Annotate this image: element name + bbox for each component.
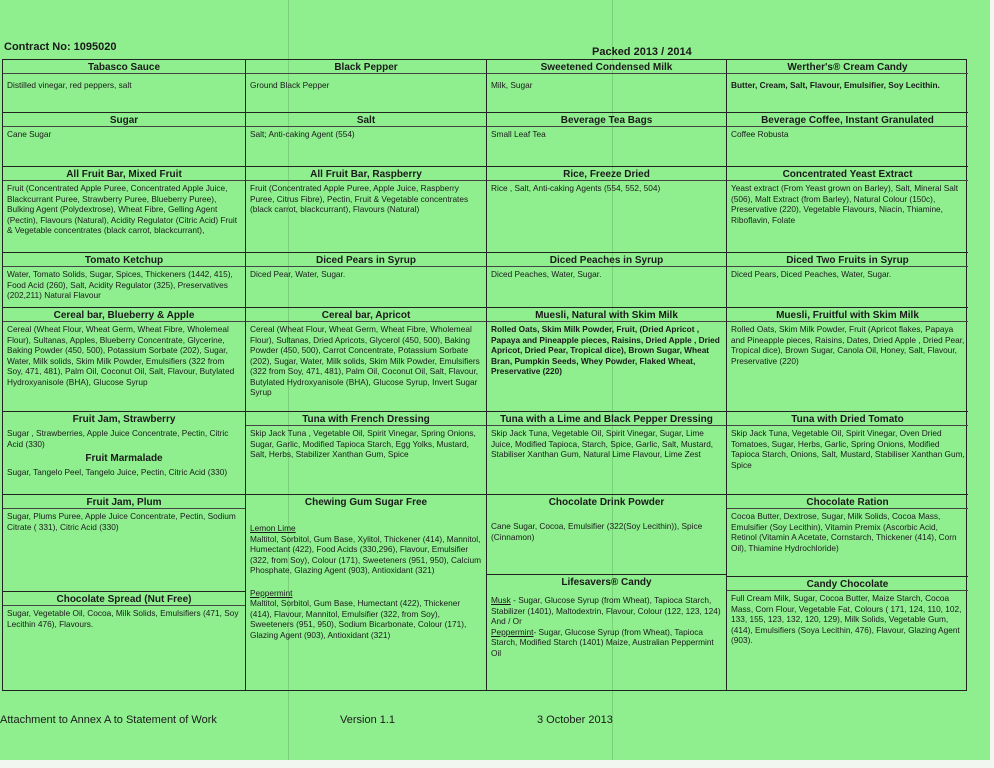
table-cell [487,494,726,574]
table-cell [727,252,968,307]
table-cell [487,411,726,494]
product-title: Chocolate Spread (Nut Free) [3,592,245,606]
table-cell [487,252,726,307]
product-ingredients: Sugar , Strawberries, Apple Juice Concentrate, Pectin, Citric Acid (330) [7,428,229,449]
product-ingredients: Ground Black Pepper [250,80,330,90]
table-cell [3,252,245,307]
product-ingredients: Cereal (Wheat Flour, Wheat Germ, Wheat Fibre, Wholemeal Flour), Sultanas, Dried Apricots, Glycerol (450, 500), Baking Powder (450, 500), Carrot Concentrate, Potassium Sorbate (202), Sugar, Water, Milk solids, Skim Milk Powder, Emulsifiers (322 from Soy, 471, 481), Palm Oil, Coconut Oil, Salt, Flavour, Butylated Hydroxyanisole (BHA), Glucose Syrup, Invert Sugar Syrup [250,324,480,397]
product-ingredients: Yeast extract (From Yeast grown on Barley), Salt, Mineral Salt (506), Malt Extract (from Barley), Natural Colour (150c), Preservative (220), Vegetable Flavours, Niacin, Thiamine, Riboflavin, Folate [731,183,959,225]
product-title: Diced Pears in Syrup [246,253,486,267]
table-cell [727,494,968,576]
product-title: Salt [246,113,486,127]
product-ingredients: Salt; Anti-caking Agent (554) [250,129,355,139]
product-title: Beverage Tea Bags [487,113,726,127]
product-title: Beverage Coffee, Instant Granulated [727,113,968,127]
product-ingredients: Diced Peaches, Water, Sugar. [491,269,602,279]
product-ingredients: Skip Jack Tuna, Vegetable Oil, Spirit Vinegar, Oven Dried Tomatoes, Sugar, Herbs, Garlic, Spring Onions, Modified Tapioca Starch, Onions, Salt, Mustard, Stabiliser Xanthan Gum, Spice [731,428,965,470]
product-title: Candy Chocolate [727,577,968,591]
product-title: Tomato Ketchup [3,253,245,267]
table-cell [246,252,486,307]
variant-label: Musk [491,595,511,605]
product-ingredients: Skip Jack Tuna, Vegetable Oil, Spirit Vinegar, Sugar, Lime Juice, Modified Tapioca, Starch, Spice, Garlic, Salt, Mustard, Stabiliser Xanthan Gum, Natural Lime Flavour, Lime Zest [491,428,714,459]
product-ingredients: Full Cream Milk, Sugar, Cocoa Butter, Maize Starch, Cocoa Mass, Corn Flour, Vegetable Fat, Colours ( 171, 124, 110, 102, 133, 155, 123, 132, 120, 129), Milk Solids, Vegetable Gum, (414), Emulsifiers (Soya Lecithin, 476), Flavour, Glazing Agent (903). [731,593,962,645]
variant-label: Peppermint [250,587,293,598]
table-cell [246,112,486,166]
table-cell [487,112,726,166]
table-cell [246,166,486,252]
product-ingredients: Sugar, Tangelo Peel, Tangelo Juice, Pectin, Citric Acid (330) [7,467,228,477]
footer-attachment: Attachment to Annex A to Statement of Work [0,714,217,726]
product-ingredients: Sugar, Vegetable Oil, Cocoa, Milk Solids, Emulsifiers (471, Soy Lecithin 476), Flavours. [7,608,239,629]
product-title: Sweetened Condensed Milk [487,60,726,74]
ingredients-table [2,59,967,691]
product-ingredients: Rolled Oats, Skim Milk Powder, Fruit, (Dried Apricot , Papaya and Pineapple pieces, Raisins, Dried Apple , Dried Apricot, Dried Pear, Tropical dice), Brown Sugar, Wheat Bran, Pumpkin Seeds, Whey Powder, Flaked Wheat, Preservative (220) [491,324,720,376]
table-cell [246,60,486,112]
table-cell [487,166,726,252]
product-ingredients: Maltitol, Sorbitol, Gum Base, Humectant (422), Thickener (414), Flavour, Mannitol, Emulsifier (322, from Soy), Sweeteners (951, 950), Sodium Bicarbonate, Colour (171), Glazing Agent (903), Antioxidant (321) [250,598,467,640]
footer-date: 3 October 2013 [537,714,613,726]
product-title: Cereal bar, Blueberry & Apple [3,308,245,322]
product-title: Diced Two Fruits in Syrup [727,253,968,267]
product-ingredients: Water, Tomato Solids, Sugar, Spices, Thickeners (1442, 415), Food Acid (260), Salt, Acidity Regulator (325), Preservatives (202,211) Natural Flavour [7,269,233,300]
product-ingredients: Diced Pear, Water, Sugar. [250,269,346,279]
product-ingredients: Rolled Oats, Skim Milk Powder, Fruit (Apricot flakes, Papaya and Pineapple pieces, Raisins, Dates, Dried Apple , Dried Pear, Tropical dice), Brown Sugar, Canola Oil, Honey, Salt, Flavour, Preservative (220) [731,324,965,366]
table-cell [727,307,968,411]
table-cell [727,166,968,252]
product-title: Fruit Marmalade [85,453,163,464]
product-title: Lifesavers® Candy [561,577,652,588]
table-cell [727,576,968,692]
table-cell [246,307,486,411]
table-cell [727,60,968,112]
product-title: Muesli, Natural with Skim Milk [487,308,726,322]
table-cell [487,574,726,692]
product-ingredients: Sugar, Plums Puree, Apple Juice Concentrate, Pectin, Sodium Citrate ( 331), Citric Acid (330) [7,511,236,532]
table-cell [3,591,245,692]
product-ingredients: Fruit (Concentrated Apple Puree, Apple Juice, Raspberry Puree, Citrus Fibre), Pectin, Fruit & Vegetable concentrates (black carrot, blackcurrant), Flavours (Natural) [250,183,469,214]
product-title: Muesli, Fruitful with Skim Milk [727,308,968,322]
table-cell [727,112,968,166]
product-title: Fruit Jam, Strawberry [72,414,176,425]
product-title: Chocolate Drink Powder [548,497,665,508]
product-title: Chocolate Ration [727,495,968,509]
product-ingredients: - Sugar, Glucose Syrup (from Wheat), Tapioca Starch, Stabilizer (1401), Maltodextrin, Flavour, Colour (122, 123, 124) And / Or [491,595,721,626]
product-title: Tuna with French Dressing [246,412,486,426]
product-ingredients: Cereal (Wheat Flour, Wheat Germ, Wheat Fibre, Wholemeal Flour), Sultanas, Apples, Blueberry Concentrate, Glycerine, Baking Powder (450, 500), Potassium Sorbate (202), Sugar, Water, Milk solids, Skim Milk Powder, Emulsifiers (322 from Soy, 471, 481), Palm Oil, Coconut Oil, Salt, Flavour, Butylated Hydroxyanisole (BHA), Glucose Syrup [7,324,235,387]
table-cell [3,112,245,166]
product-ingredients: Maltitol, Sorbitol, Gum Base, Xylitol, Thickener (414), Mannitol, Humectant (422), Food Acids (330,296), Flavour, Emulsifier (322, from Soy), Colour (171), Sweeteners (951, 950), Calcium Phosphate, Glazing Agent (903), Antioxidant (321) [250,533,482,575]
table-column [727,60,968,690]
product-ingredients: Skip Jack Tuna , Vegetable Oil, Spirit Vinegar, Spring Onions, Sugar, Garlic, Modified Tapioca Starch, Egg Yolks, Mustard, Salt, Herbs, Stabilizer Xanthan Gum, Spice [250,428,476,459]
product-ingredients: Diced Pears, Diced Peaches, Water, Sugar. [731,269,892,279]
variant-label: Lemon Lime [250,523,296,533]
product-title: Chewing Gum Sugar Free [304,497,428,508]
table-cell [3,166,245,252]
product-title: Cereal bar, Apricot [246,308,486,322]
product-title: Tabasco Sauce [3,60,245,74]
table-cell [246,494,486,692]
table-cell [3,307,245,411]
table-cell [487,60,726,112]
product-ingredients: - Sugar, Glucose Syrup (from Wheat), Tapioca Starch, Modified Starch (1401) Maize, Australian Peppermint Oil [491,626,714,658]
product-ingredients: Fruit (Concentrated Apple Puree, Concentrated Apple Juice, Blackcurrant Puree, Strawberry Puree, Blueberry Puree), Bulking Agent (Polydextrose), Wheat Fibre, Gelling Agent (Pectin), Flavours (Natural), Acidity Regulator (Citric Acid) Fruit & Vegetable concentrates (black carrot, blackcurrant), [7,183,238,235]
table-cell [246,411,486,494]
product-ingredients: Milk, Sugar [491,80,533,90]
product-title: Werther's® Cream Candy [727,60,968,74]
product-title: All Fruit Bar, Raspberry [246,167,486,181]
table-column [246,60,487,690]
product-title: Diced Peaches in Syrup [487,253,726,267]
product-ingredients: Cane Sugar, Cocoa, Emulsifier (322(Soy Lecithin)), Spice (Cinnamon) [491,521,703,542]
product-ingredients: Small Leaf Tea [491,129,546,139]
table-column [3,60,246,690]
product-title: Tuna with Dried Tomato [727,412,968,426]
footer-version: Version 1.1 [340,714,396,726]
contract-number: Contract No: 1095020 [4,41,117,53]
product-title: Fruit Jam, Plum [3,495,245,509]
product-title: Black Pepper [246,60,486,74]
product-ingredients: Coffee Robusta [731,129,789,139]
product-ingredients: Cane Sugar [7,129,52,139]
table-cell [487,307,726,411]
product-ingredients: Rice , Salt, Anti-caking Agents (554, 552, 504) [491,183,661,193]
table-cell [727,411,968,494]
product-ingredients: Cocoa Butter, Dextrose, Sugar, Milk Solids, Cocoa Mass, Emulsifier (Soy Lecithin), Vitamin Premix (Ascorbic Acid, Retinol (Vitamin A Acetate, Cornstarch, Thickener (414), Corn Oil), Thiamine Hydrochloride) [731,511,957,553]
product-ingredients: Distilled vinegar, red peppers, salt [7,80,132,90]
packed-year: Packed 2013 / 2014 [592,46,692,58]
product-title: Tuna with a Lime and Black Pepper Dressing [487,412,726,426]
table-cell [3,494,245,591]
table-cell [3,60,245,112]
product-title: All Fruit Bar, Mixed Fruit [3,167,245,181]
product-title: Rice, Freeze Dried [487,167,726,181]
product-ingredients: Butter, Cream, Salt, Flavour, Emulsifier, Soy Lecithin. [731,80,940,90]
product-title: Concentrated Yeast Extract [727,167,968,181]
table-cell [3,411,245,494]
table-column [487,60,727,690]
product-title: Sugar [3,113,245,127]
variant-label: Peppermint [491,626,534,637]
